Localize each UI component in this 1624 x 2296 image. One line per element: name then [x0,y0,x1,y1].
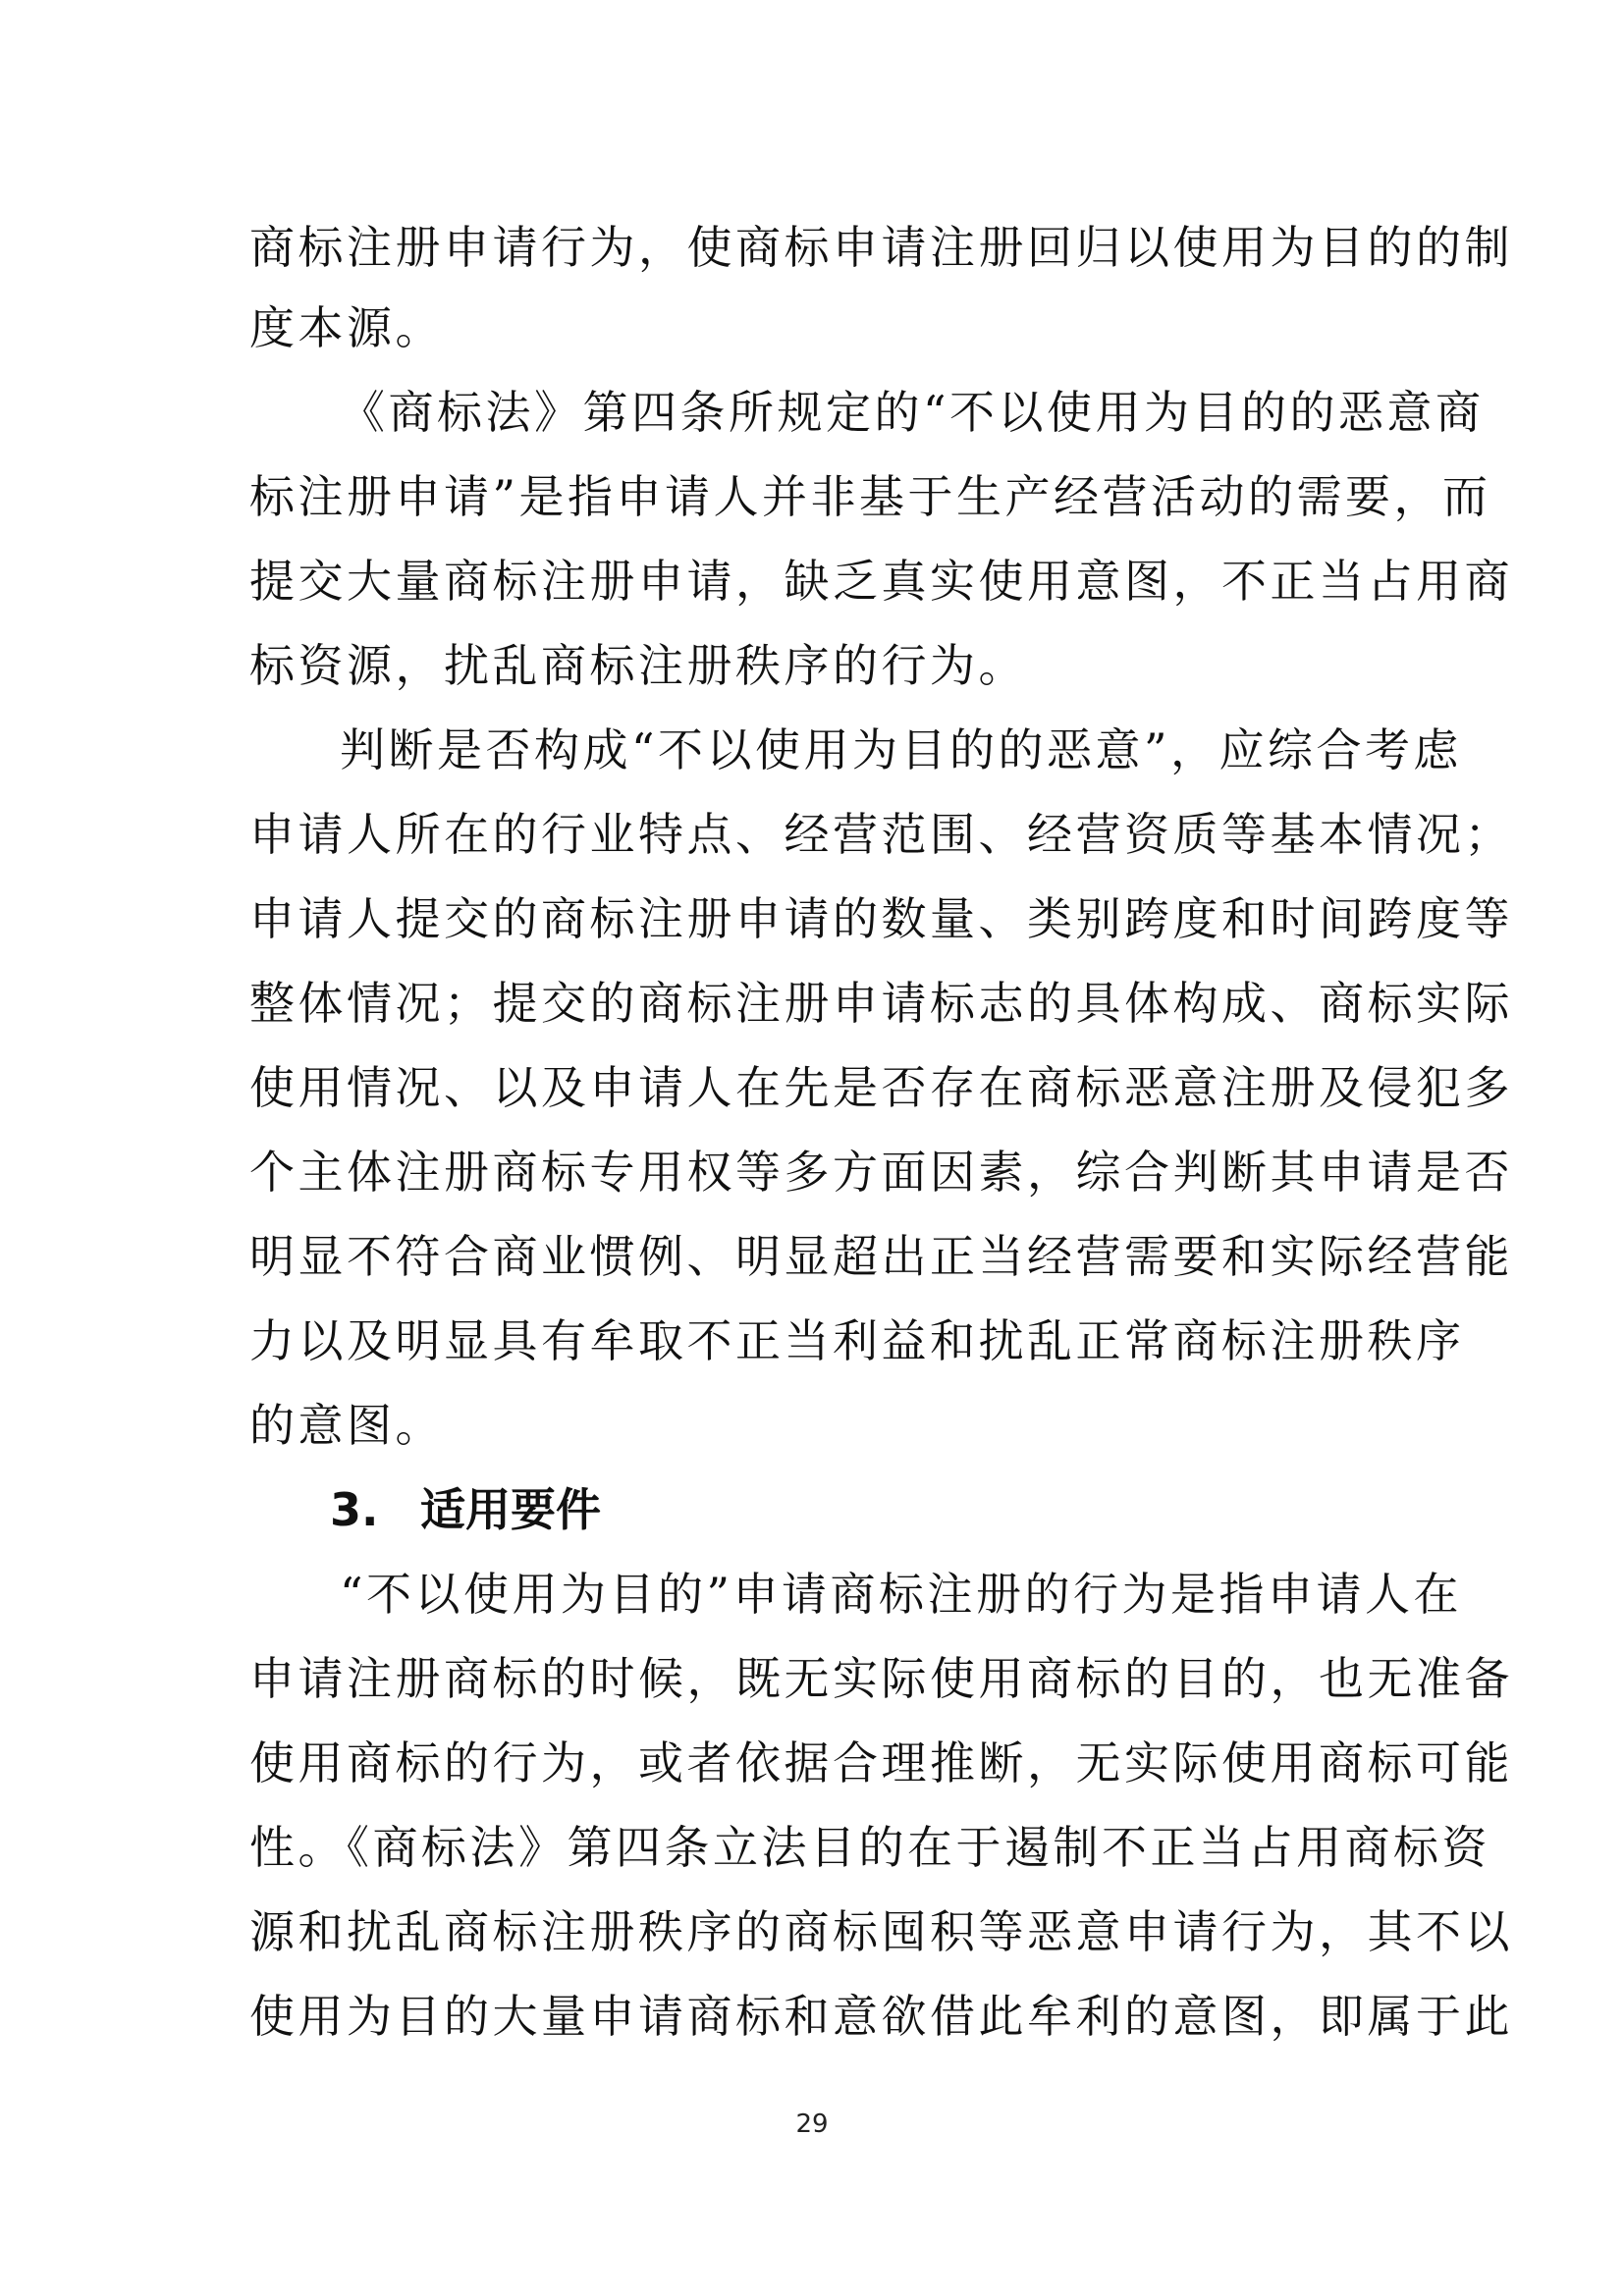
paragraph-line: “不以使用为目的”申请商标注册的行为是指申请人在 [340,1568,1463,1621]
section-heading [330,1480,601,1539]
paragraph-line: 力以及明显具有牟取不正当利益和扰乱正常商标注册秩序 [249,1314,1465,1367]
paragraph-line: 个主体注册商标专用权等多方面因素，综合判断其申请是否 [249,1146,1513,1199]
paragraph-line: 申请人所在的行业特点、经营范围、经营资质等基本情况； [249,808,1513,861]
paragraph-line: 《商标法》第四条所规定的“不以使用为目的的恶意商 [340,386,1485,439]
paragraph-line: 度本源。 [249,301,444,354]
section-title: 适用要件 [420,1483,601,1536]
paragraph-line: 性。《商标法》第四条立法目的在于遏制不正当占用商标资 [249,1821,1490,1874]
paragraph-line: 判断是否构成“不以使用为目的的恶意”，应综合考虑 [340,723,1463,776]
paragraph-line: 标资源，扰乱商标注册秩序的行为。 [249,639,1027,692]
paragraph-line: 的意图。 [249,1399,444,1452]
page-number: 29 [795,2109,829,2139]
paragraph-line: 申请注册商标的时候，既无实际使用商标的目的，也无准备 [249,1652,1513,1705]
paragraph-line: 提交大量商标注册申请，缺乏真实使用意图，不正当占用商 [249,555,1513,608]
paragraph-line: 使用商标的行为，或者依据合理推断，无实际使用商标可能 [249,1736,1513,1789]
paragraph-line: 明显不符合商业惯例、明显超出正当经营需要和实际经营能 [249,1230,1513,1283]
paragraph-line: 标注册申请”是指申请人并非基于生产经营活动的需要，而 [249,470,1491,523]
section-number: 3. [330,1483,379,1536]
paragraph-line: 整体情况；提交的商标注册申请标志的具体构成、商标实际 [249,977,1513,1030]
paragraph-line: 申请人提交的商标注册申请的数量、类别跨度和时间跨度等 [249,892,1513,945]
paragraph-line: 使用为目的大量申请商标和意欲借此牟利的意图，即属于此 [249,1990,1513,2043]
paragraph-line: 商标注册申请行为，使商标申请注册回归以使用为目的的制 [249,221,1513,274]
paragraph-line: 使用情况、以及申请人在先是否存在商标恶意注册及侵犯多 [249,1061,1513,1114]
paragraph-line: 源和扰乱商标注册秩序的商标囤积等恶意申请行为，其不以 [249,1905,1513,1958]
